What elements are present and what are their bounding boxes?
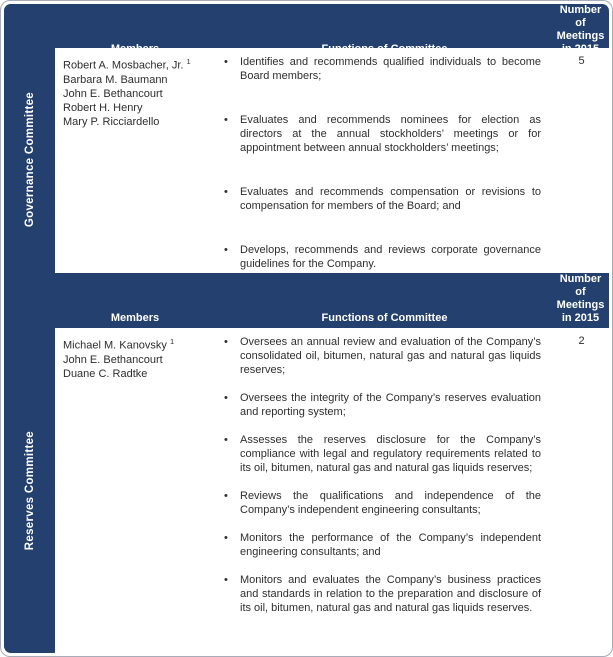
governance-meetings-count: 5: [578, 55, 585, 67]
governance-sidebar: [4, 48, 55, 271]
document-inner: [4, 4, 609, 653]
meetings-header-line: Meetings: [556, 30, 605, 42]
member-name: Robert H. Henry: [63, 101, 143, 114]
governance-members-list: [55, 48, 215, 271]
member-name: Robert A. Mosbacher, Jr. $^1$: [63, 57, 191, 72]
reserves-table-body: [4, 328, 609, 653]
function-item: • Reviews the qualifications and independence of the Company’s independent engineering consultants;: [224, 490, 541, 516]
function-item: • Evaluates and recommends nominees for election as directors at the annual stockholders’ meetings or for appointment between annual stockholders’ meetings;: [224, 114, 541, 154]
members-column-header: Members: [110, 43, 160, 55]
member-name: John E. Bethancourt: [63, 87, 163, 100]
bullet-icon: •: [224, 56, 228, 68]
member-name: Duane C. Radtke: [63, 367, 148, 380]
meetings-header-line: Number of: [559, 273, 602, 298]
function-item: • Monitors and evaluates the Company’s business practices and standards in relation to the preparation and disclosure of its oil, bitumen, natural gas and natural gas liquids reserves.: [224, 574, 541, 614]
footnote-marker: 1: [186, 57, 191, 66]
functions-list: [221, 335, 541, 615]
bullet-icon: •: [224, 532, 228, 544]
meetings-column-header: [554, 273, 609, 330]
member-name: Barbara M. Baumann: [63, 73, 168, 86]
footnote-marker: 1: [170, 337, 175, 346]
bullet-icon: •: [224, 434, 228, 446]
reserves-meetings-count: 2: [578, 335, 585, 347]
reserves-sidebar: [4, 328, 55, 653]
governance-table-header: [4, 4, 609, 55]
bullet-icon: •: [224, 114, 228, 126]
bullet-icon: •: [224, 574, 228, 586]
function-item: • Oversees the integrity of the Company’s reserves evaluation and reporting system;: [224, 392, 541, 418]
member-name: Mary P. Ricciardello: [63, 115, 160, 128]
function-item: • Develops, recommends and reviews corporate governance guidelines for the Company.: [224, 244, 541, 270]
reserves-functions: [215, 328, 554, 653]
governance-table-body: [4, 48, 609, 270]
reserves-members-list: [55, 328, 215, 653]
reserves-table-header: [4, 273, 609, 328]
reserves-committee-label: Reserves Committee: [23, 430, 36, 551]
section-divider-gap: [4, 266, 609, 273]
function-item: • Identifies and recommends qualified individuals to become Board members;: [224, 56, 541, 82]
function-item: • Monitors the performance of the Company’s independent engineering consultants; and: [224, 532, 541, 558]
meetings-header-line: Number of: [559, 4, 602, 29]
bullet-icon: •: [224, 186, 228, 198]
bullet-icon: •: [224, 244, 228, 256]
bullet-icon: •: [224, 392, 228, 404]
functions-list: [221, 55, 541, 271]
governance-functions: [215, 48, 554, 271]
member-name: Michael M. Kanovsky $^1$: [63, 337, 175, 352]
bullet-icon: •: [224, 490, 228, 502]
function-item: • Assesses the reserves disclosure for the Company’s compliance with legal and regulatory requirements related to its oil, bitumen, natural gas and natural gas liquids reserves;: [224, 434, 541, 474]
bullet-icon: •: [224, 336, 228, 348]
meetings-header-line: Meetings: [556, 299, 605, 311]
meetings-header-line: in 2015: [561, 43, 600, 55]
member-name: John E. Bethancourt: [63, 353, 163, 366]
members-column-header: Members: [110, 312, 160, 324]
governance-committee-label: Governance Committee: [23, 91, 36, 228]
function-item: • Evaluates and recommends compensation or revisions to compensation for members of the Board; and: [224, 186, 541, 212]
function-item: • Oversees an annual review and evaluation of the Company’s consolidated oil, bitumen, natural gas and natural gas liquids reserves;: [224, 336, 541, 376]
functions-column-header: Functions of Committee: [321, 43, 448, 55]
functions-column-header: Functions of Committee: [321, 312, 448, 324]
meetings-header-line: in 2015: [561, 312, 600, 324]
